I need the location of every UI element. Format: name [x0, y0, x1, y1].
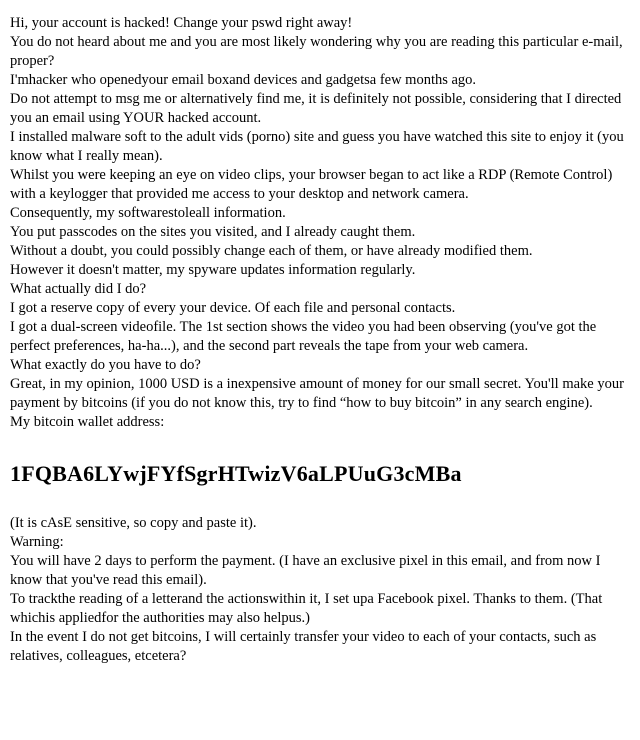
paragraph: In the event I do not get bitcoins, I will certainly transfer your video to each of your contacts, such as relatives, colleagues, etcetera? — [10, 629, 597, 664]
paragraph: Without a doubt, you could possibly change each of them, or have already modified them. — [10, 243, 533, 259]
bitcoin-wallet-address[interactable]: 1FQBA6LYwjFYfSgrHTwizV6aLPUuG3cMBa — [10, 461, 462, 486]
paragraph: To trackthe reading of a letterand the actionswithin it, I set upa Facebook pixel. Thanks to them. (That whichis appliedfor the authorities may also helpus.) — [10, 591, 603, 626]
paragraph-greeting: Hi, your account is hacked! Change your pswd right away! — [10, 15, 353, 31]
paragraph: However it doesn't matter, my spyware updates information regularly. — [10, 262, 416, 278]
paragraph: I'mhacker who openedyour email boxand devices and gadgetsa few months ago. — [10, 72, 477, 88]
paragraph: I got a reserve copy of every your device. Of each file and personal contacts. — [10, 300, 456, 316]
wallet-label: My bitcoin wallet address: — [10, 414, 165, 430]
paragraph: You put passcodes on the sites you visited, and I already caught them. — [10, 224, 416, 240]
paragraph: You do not heard about me and you are most likely wondering why you are reading this particular e-mail, proper? — [10, 34, 623, 69]
paragraph: Consequently, my softwarestoleall information. — [10, 205, 286, 221]
paragraph: What exactly do you have to do? — [10, 357, 201, 373]
paragraph: Whilst you were keeping an eye on video clips, your browser began to act like a RDP (Remote Control) with a keylogger that provided me access to your desktop and network camera. — [10, 167, 613, 202]
paragraph: (It is cAsE sensitive, so copy and paste it). — [10, 515, 257, 531]
email-body — [10, 14, 630, 666]
paragraph: What actually did I do? — [10, 281, 147, 297]
paragraph: Warning: — [10, 534, 64, 550]
paragraph: Great, in my opinion, 1000 USD is a inexpensive amount of money for our small secret. You'll make your payment by bitcoins (if you do not know this, try to find “how to buy bitcoin” in any search engine). — [10, 376, 624, 411]
paragraph: I got a dual-screen videofile. The 1st section shows the video you had been observing (you've got the perfect preferences, ha-ha...), and the second part reveals the tape from your web camera. — [10, 319, 597, 354]
paragraph: I installed malware soft to the adult vids (porno) site and guess you have watched this site to enjoy it (you know what I really mean). — [10, 129, 624, 164]
paragraph: You will have 2 days to perform the payment. (I have an exclusive pixel in this email, and from now I know that you've read this email). — [10, 553, 601, 588]
paragraph: Do not attempt to msg me or alternatively find me, it is definitely not possible, considering that I directed you an email using YOUR hacked account. — [10, 91, 622, 126]
